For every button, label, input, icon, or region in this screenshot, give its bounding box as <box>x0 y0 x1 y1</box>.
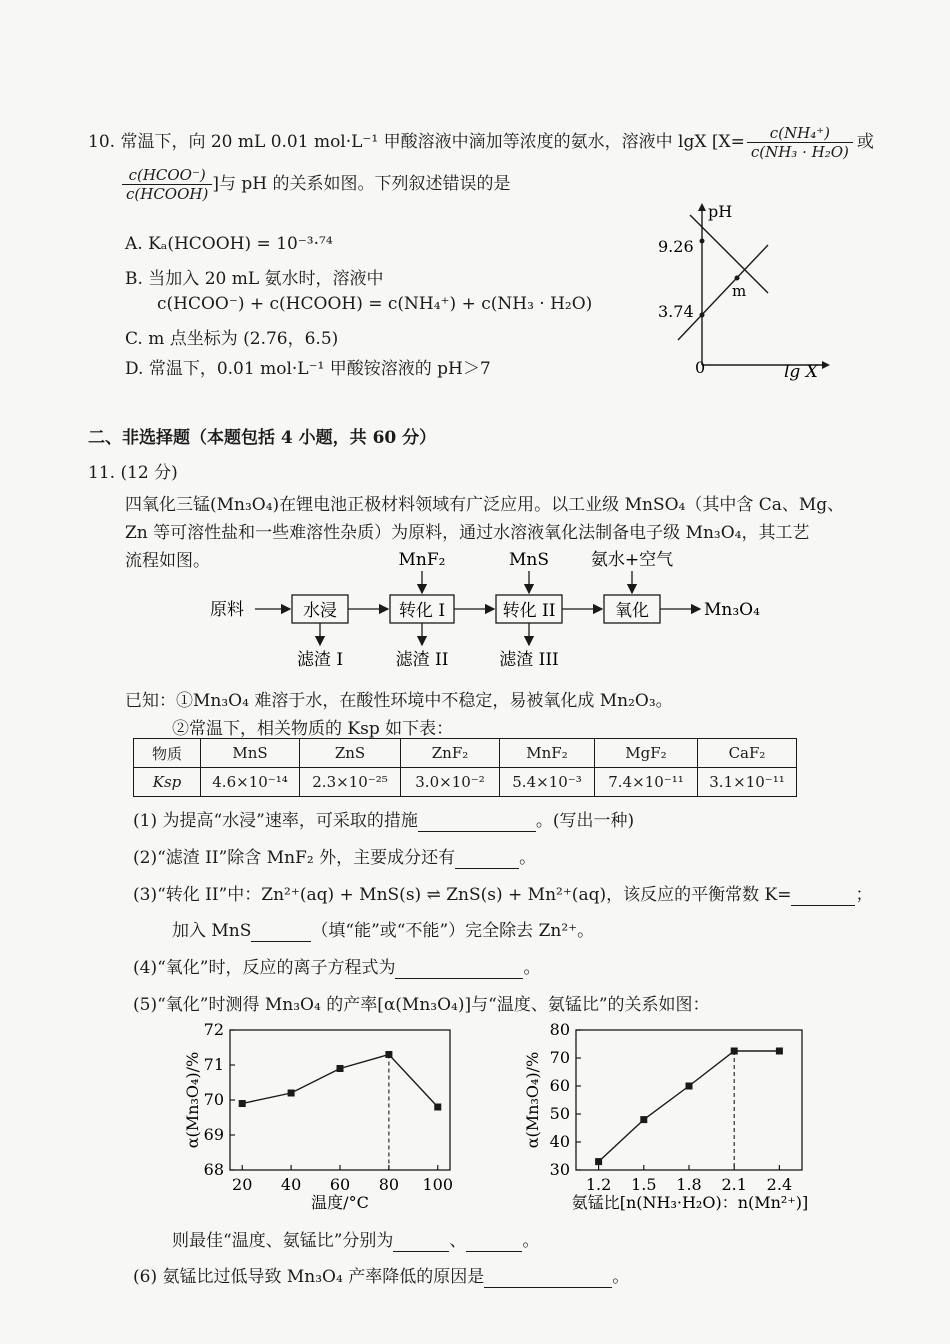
ascending-line <box>678 245 768 340</box>
flow-box-label: 转化 II <box>502 601 556 621</box>
flow-raw-material: 原料 <box>210 600 244 620</box>
q10-ph-graph <box>650 195 840 385</box>
subq-text: ； <box>855 885 873 905</box>
data-point <box>385 1051 392 1058</box>
answer-blank[interactable] <box>393 1231 449 1252</box>
table-cell: CaF₂ <box>698 739 797 768</box>
data-point <box>776 1048 783 1055</box>
flow-residue-1: 滤渣 I <box>296 650 344 670</box>
answer-blank[interactable] <box>418 811 536 832</box>
flow-box-label: 水浸 <box>303 601 337 621</box>
q11-intro-line1: 四氧化三锰(Mn₃O₄)在锂电池正极材料领域有广泛应用。以工业级 MnSO₄（其中含 Ca、Mg、 <box>125 495 845 515</box>
x-axis-arrow <box>822 361 830 369</box>
data-point <box>337 1065 344 1072</box>
x-tick-label: 2.1 <box>721 1175 747 1194</box>
table-cell: 3.0×10⁻² <box>401 768 500 797</box>
point-m <box>735 276 740 281</box>
y-tick-label: 72 <box>203 1020 224 1039</box>
data-point <box>686 1083 693 1090</box>
flow-input-mns: MnS <box>508 550 550 570</box>
q11-subq-1 <box>133 806 634 832</box>
subq-text: 、 <box>449 1231 467 1251</box>
subq-text: 加入 MnS <box>172 921 252 941</box>
answer-blank[interactable] <box>466 1231 522 1252</box>
q10-stem-text: 10. 常温下，向 20 mL 0.01 mol·L⁻¹ 甲酸溶液中滴加等浓度的氨水，溶液中 lgX [X= <box>88 132 745 152</box>
x-tick-label: 1.8 <box>676 1175 702 1194</box>
flow-residue-2: 滤渣 II <box>395 650 449 670</box>
y-tick-low: 3.74 <box>658 302 694 321</box>
y-tick-label: 80 <box>549 1020 570 1039</box>
flow-box-label: 转化 I <box>398 601 446 621</box>
q10-stem-tail: ]与 pH 的关系如图。下列叙述错误的是 <box>212 174 511 194</box>
chart-ammonia-ratio <box>520 1018 840 1218</box>
q11-subq-4 <box>133 953 540 979</box>
table-cell: MgF₂ <box>595 739 698 768</box>
data-point <box>731 1048 738 1055</box>
y-tick-label: 68 <box>203 1160 224 1179</box>
y-tick-label: 50 <box>549 1104 570 1123</box>
table-cell: 2.3×10⁻²⁵ <box>300 768 401 797</box>
subq-text: (4)“氧化”时，反应的离子方程式为 <box>133 958 396 978</box>
chart-temperature <box>180 1018 480 1218</box>
table-cell: 7.4×10⁻¹¹ <box>595 768 698 797</box>
data-point <box>595 1158 602 1165</box>
flow-input-ammonia-air: 氨水+空气 <box>590 550 674 570</box>
q11-subq-2 <box>133 843 536 869</box>
subq-text: 。(写出一种) <box>535 811 635 831</box>
origin-label: 0 <box>695 358 706 377</box>
subq-text: (3)“转化 II”中：Zn²⁺(aq) + MnS(s) ⇌ ZnS(s) + Mn²⁺(aq)，该反应的平衡常数 K= <box>133 885 792 905</box>
q11-known-2: ②常温下，相关物质的 Ksp 如下表： <box>172 719 454 739</box>
answer-blank[interactable] <box>395 958 523 979</box>
flow-box-label: 氧化 <box>615 601 649 621</box>
subq-text: （填“能”或“不能”）完全除去 Zn²⁺。 <box>311 921 595 941</box>
x-axis-label: lg X <box>784 362 818 382</box>
table-cell: MnF₂ <box>500 739 595 768</box>
y-tick-label: 70 <box>203 1090 224 1109</box>
q10-frac1-den: c(NH₃ · H₂O) <box>750 143 849 161</box>
q11-subq-5: (5)“氧化”时测得 Mn₃O₄ 的产率[α(Mn₃O₄)]与“温度、氨锰比”的关系如图： <box>133 995 710 1015</box>
y-tick-label: 71 <box>203 1055 224 1074</box>
table-cell: MnS <box>201 739 300 768</box>
y-tick-high: 9.26 <box>658 237 694 256</box>
q10-option-b: B. 当加入 20 mL 氨水时，溶液中 <box>125 269 384 289</box>
subq-text: 。 <box>612 1267 630 1287</box>
x-tick-label: 40 <box>280 1175 302 1194</box>
table-row <box>134 768 797 797</box>
series-line <box>242 1055 438 1108</box>
point-m-label: m <box>732 282 747 300</box>
subq-text: 。 <box>519 848 537 868</box>
q10-frac2-num: c(HCOO⁻) <box>122 166 212 185</box>
x-tick-label: 1.2 <box>585 1175 612 1194</box>
answer-blank[interactable] <box>484 1267 612 1288</box>
x-tick-label: 1.5 <box>631 1175 657 1194</box>
y-tick-label: 30 <box>549 1160 570 1179</box>
x-axis-label: 温度/°C <box>311 1193 369 1212</box>
intercept-high <box>700 239 705 244</box>
q10-frac1-num: c(NH₄⁺) <box>747 124 853 143</box>
y-axis-label: pH <box>708 202 733 221</box>
plot-frame <box>230 1030 450 1170</box>
table-cell: 3.1×10⁻¹¹ <box>698 768 797 797</box>
q10-frac2-den: c(HCOOH) <box>126 185 209 203</box>
q11-subq-3-part2 <box>172 916 594 942</box>
section-2-title: 二、非选择题（本题包括 4 小题，共 60 分） <box>88 428 437 448</box>
series-line <box>599 1051 780 1162</box>
q11-known-1: 已知：①Mn₃O₄ 难溶于水，在酸性环境中不稳定，易被氧化成 Mn₂O₃。 <box>125 691 673 711</box>
y-tick-label: 60 <box>549 1076 570 1095</box>
q10-option-d: D. 常温下，0.01 mol·L⁻¹ 甲酸铵溶液的 pH＞7 <box>125 359 491 379</box>
q10-fraction-hcoo <box>122 166 212 203</box>
q11-intro-line2: Zn 等可溶性盐和一些难溶性杂质）为原料，通过水溶液氧化法制备电子级 Mn₃O₄，其工艺 <box>125 523 810 543</box>
x-tick-label: 100 <box>422 1175 454 1194</box>
y-axis-label: α(Mn₃O₄)/% <box>523 1051 542 1149</box>
table-cell: ZnF₂ <box>401 739 500 768</box>
ksp-table <box>133 738 797 797</box>
subq-text: 。 <box>523 958 541 978</box>
process-flowchart <box>200 545 780 675</box>
q11-subq-6 <box>133 1262 629 1288</box>
answer-blank[interactable] <box>251 921 311 942</box>
q10-stem-line1 <box>88 124 874 161</box>
subq-text: 则最佳“温度、氨锰比”分别为 <box>172 1231 394 1251</box>
x-tick-label: 80 <box>378 1175 400 1194</box>
y-tick-label: 70 <box>549 1048 570 1067</box>
q10-option-a: A. Kₐ(HCOOH) = 10⁻³·⁷⁴ <box>125 234 333 254</box>
x-tick-label: 60 <box>329 1175 351 1194</box>
subq-text: 。 <box>522 1231 540 1251</box>
table-cell: 物质 <box>134 739 201 768</box>
answer-blank[interactable] <box>791 885 855 906</box>
subq-text: (6) 氨锰比过低导致 Mn₃O₄ 产率降低的原因是 <box>133 1267 485 1287</box>
data-point <box>239 1100 246 1107</box>
q11-heading: 11. (12 分) <box>88 463 178 483</box>
subq-text: (1) 为提高“水浸”速率，可采取的措施 <box>133 811 418 831</box>
flow-input-mnf2: MnF₂ <box>398 550 446 570</box>
y-axis-label: α(Mn₃O₄)/% <box>183 1051 202 1149</box>
table-row <box>134 739 797 768</box>
y-axis-arrow <box>698 203 706 211</box>
q10-option-b-equation: c(HCOO⁻) + c(HCOOH) = c(NH₄⁺) + c(NH₃ · H₂O) <box>157 294 593 314</box>
table-cell: Ksp <box>134 768 201 797</box>
y-tick-label: 69 <box>203 1125 224 1144</box>
q11-intro-line3: 流程如图。 <box>125 551 210 571</box>
x-tick-label: 2.4 <box>766 1175 793 1194</box>
flow-product: Mn₃O₄ <box>704 600 760 620</box>
q10-stem-line2 <box>122 166 511 203</box>
data-point <box>640 1116 647 1123</box>
table-cell: 4.6×10⁻¹⁴ <box>201 768 300 797</box>
intercept-low <box>700 313 705 318</box>
table-cell: 5.4×10⁻³ <box>500 768 595 797</box>
flow-residue-3: 滤渣 III <box>499 650 559 670</box>
data-point <box>288 1090 295 1097</box>
x-tick-label: 20 <box>232 1175 253 1194</box>
q10-option-c: C. m 点坐标为 (2.76，6.5) <box>125 329 339 349</box>
q10-or: 或 <box>856 132 874 152</box>
subq-text: (2)“滤渣 II”除含 MnF₂ 外，主要成分还有 <box>133 848 456 868</box>
q11-subq-5-answer <box>172 1226 539 1252</box>
data-point <box>434 1104 441 1111</box>
q10-fraction-nh4 <box>747 124 853 161</box>
answer-blank[interactable] <box>455 848 519 869</box>
table-cell: ZnS <box>300 739 401 768</box>
x-axis-label: 氨锰比[n(NH₃·H₂O)：n(Mn²⁺)] <box>571 1193 809 1212</box>
q11-subq-3 <box>133 880 872 906</box>
y-tick-label: 40 <box>549 1132 570 1151</box>
